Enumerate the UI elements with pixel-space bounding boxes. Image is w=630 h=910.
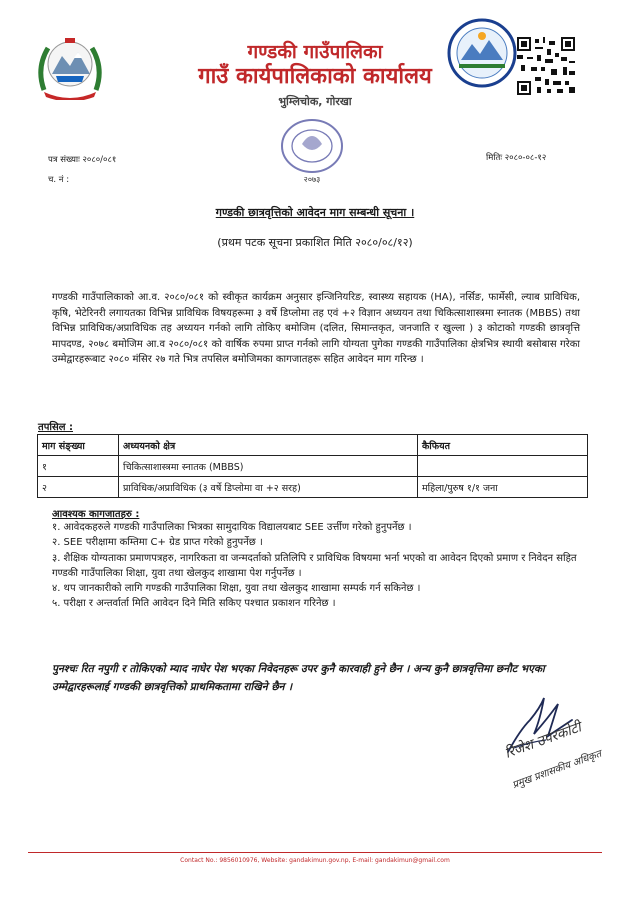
table-header-cell: माग संङ्ख्या xyxy=(38,435,119,456)
table-cell xyxy=(418,456,588,477)
table-row xyxy=(38,456,588,477)
postscript-note: पुनश्चः रित नपुगी र तोकिएको म्याद नाघेर पेश भएका निवेदनहरू उपर कुनै कारवाही हुने छैन । अन्य कुनै छात्रवृत्तिमा छनौट भएका उम्मेद्वारहरूलाई गण्डकी छात्रवृत्तिको प्राथमिकतामा राखिने छैन । xyxy=(52,663,545,693)
notice-body: गण्डकी गाउँपालिकाको आ.व. २०८०/०८१ को स्वीकृत कार्यक्रम अनुसार इन्जिनियरिङ, स्वास्थ्य सहायक (HA), नर्सिङ, फार्मेसी, ल्याब प्राविधिक, कृषि, भेटेरिनरी लगायतका विभिन्न प्राविधिक विषयहरूमा ३ वर्षे डिप्लोमा तह एवं +२ विज्ञान अध्ययन तथा चिकित्साशास्त्रमा स्नातक (MBBS) तथा विभिन्न प्राविधिक/अप्राविधिक तह अध्ययन गर्नको लागि तोकिए बमोजिम (दलित, सिमान्तकृत, जनजाति र खुल्ला ) ३ कोटाको गण्डकी छात्रवृत्ति मापदण्ड, २०७८ बमोजिम आ.व २०८०/०८१ को वार्षिक रुपमा प्राप्त गर्नको लागि योग्यता पुगेका गण्डकी गाउँपालिका क्षेत्रभित्र स्थायी बसोबास गरेका उम्मेद्वारहरूबाट २०८० मंसिर २७ गते भित्र तपसिल बमोजिमका कागजातहरू सहित आवेदन माग गरिन्छ । xyxy=(52,292,580,365)
list-item: २. SEE परीक्षामा कम्तिमा C+ ग्रेड प्राप्त गरेको हुनुपर्नेछ । xyxy=(52,537,263,549)
table-cell: १ xyxy=(38,456,119,477)
table-cell: चिकित्साशास्त्रमा स्नातक (MBBS) xyxy=(119,456,418,477)
list-item: ४. थप जानकारीको लागि गण्डकी गाउँपालिका शिक्षा, युवा तथा खेलकुद शाखामा सम्पर्क गर्न सकिनेछ । xyxy=(52,583,421,595)
list-item: १. आवेदकहरुले गण्डकी गाउँपालिका भित्रका सामुदायिक विद्यालयबाट SEE उर्त्तीण गरेको हुनुपर्नेछ । xyxy=(52,522,412,533)
signer-name: रिजेश उपरकोटी xyxy=(502,719,584,762)
documents-list xyxy=(52,520,580,612)
footer-contact: Contact No.: 9856010976, Website: gandakimun.gov.np, E-mail: gandakimun@gmail.com xyxy=(180,857,450,864)
office-stamp-icon xyxy=(262,108,362,188)
table-header-cell: अध्ययनको क्षेत्र xyxy=(119,435,418,456)
details-label: तपसिल : xyxy=(38,422,73,433)
notice-subtitle: (प्रथम पटक सूचना प्रकाशित मिति २०८०/०८/१२) xyxy=(217,236,413,249)
table-header-row xyxy=(38,435,588,456)
table-cell: प्राविधिक/अप्राविधिक (३ वर्षे डिप्लोमा वा +२ सरह) xyxy=(119,477,418,498)
table-row xyxy=(38,477,588,498)
footer-divider xyxy=(28,852,602,853)
reference-number: पत्र संख्याः २०८०/०८१ xyxy=(48,155,117,165)
table-header-cell: कैफियत xyxy=(418,435,588,456)
stamp-text: २०७३ xyxy=(303,175,321,184)
office-address: भुम्लिचोक, गोरखा xyxy=(278,95,352,108)
details-table xyxy=(37,434,588,498)
signer-title: प्रमुख प्रशासकीय अधिकृत xyxy=(511,748,604,792)
table-cell: २ xyxy=(38,477,119,498)
letter-date: मितिः २०८०-०८-१२ xyxy=(486,153,547,163)
documents-label: आवश्यक कागजातहरु : xyxy=(52,509,140,520)
dispatch-number: च. नं : xyxy=(48,175,70,185)
notice-title xyxy=(0,205,630,220)
org-name: गण्डकी गाउँपालिका xyxy=(247,41,383,63)
notice-title-text: गण्डकी छात्रवृत्तिको आवेदन माग सम्बन्धी सूचना । xyxy=(215,206,415,219)
list-item: ३. शैक्षिक योग्यताका प्रमाणपत्रहरु, नागरिकता वा जन्मदर्ताको प्रतिलिपि र प्राविधिक विषयमा भर्ना भएको वा आवेदन दिएको प्रमाण र निवेदन सहित गण्डकी गाउँपालिका शिक्षा, युवा तथा खेलकुद शाखामा पेश गर्नुपर्नेछ । xyxy=(52,552,577,579)
table-cell: महिला/पुरुष १/१ जना xyxy=(418,477,588,498)
list-item: ५. परीक्षा र अन्तर्वार्ता मिति आवेदन दिने मिति सकिए पश्चात प्रकाशन गरिनेछ । xyxy=(52,598,336,610)
office-name: गाउँ कार्यपालिकाको कार्यालय xyxy=(198,64,432,89)
